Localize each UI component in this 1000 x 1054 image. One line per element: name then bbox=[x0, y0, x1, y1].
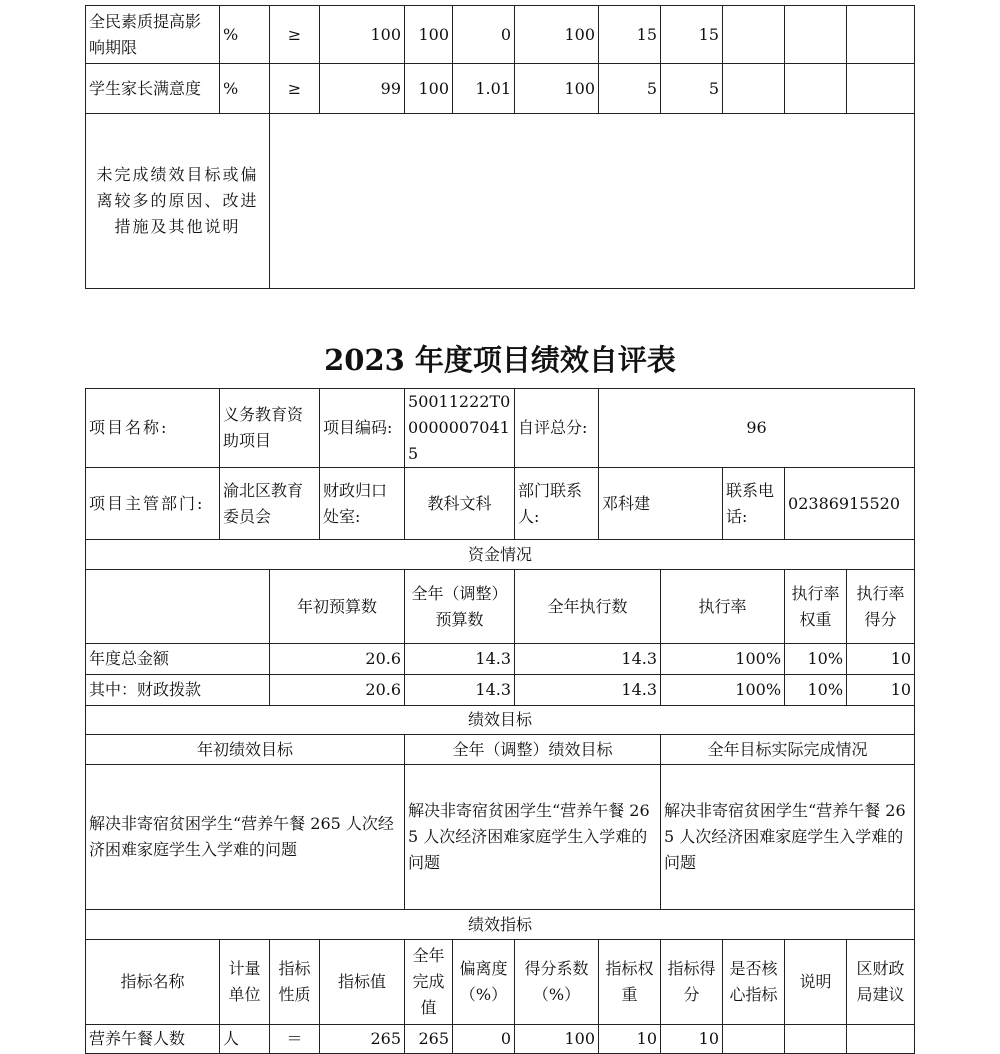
funds-row-label: 其中：财政拨款 bbox=[86, 675, 270, 706]
reason-row bbox=[86, 114, 915, 289]
indicator-advice bbox=[847, 1025, 915, 1054]
indicator-target: 265 bbox=[320, 1025, 405, 1054]
ind-header-name: 指标名称 bbox=[86, 940, 220, 1025]
phone-label: 联系电话: bbox=[723, 468, 785, 540]
funds-executed: 14.3 bbox=[515, 644, 661, 675]
funds-section-title: 资金情况 bbox=[86, 540, 915, 570]
funds-adjusted: 14.3 bbox=[405, 675, 515, 706]
ind-header-weight: 指标权重 bbox=[599, 940, 661, 1025]
section-header bbox=[86, 540, 915, 570]
indicator-unit: 人 bbox=[220, 1025, 270, 1054]
indicator-nature: ≥ bbox=[270, 64, 320, 114]
self-score-value: 96 bbox=[599, 389, 915, 468]
indicator-coef: 100 bbox=[515, 6, 599, 64]
funds-weight: 10% bbox=[785, 644, 847, 675]
indicator-actual: 100 bbox=[405, 6, 453, 64]
info-row bbox=[86, 468, 915, 540]
indicator-deviation: 0 bbox=[453, 6, 515, 64]
self-score-label: 自评总分: bbox=[515, 389, 599, 468]
dept-label: 项目主管部门: bbox=[86, 468, 220, 540]
finance-office-label: 财政归口处室: bbox=[320, 468, 405, 540]
funds-header-executed: 全年执行数 bbox=[515, 570, 661, 644]
table-row bbox=[86, 1025, 915, 1054]
funds-header-budget: 年初预算数 bbox=[270, 570, 405, 644]
goal-initial: 解决非寄宿贫困学生“营养午餐 265 人次经济困难家庭学生入学难的问题 bbox=[86, 765, 405, 910]
funds-budget: 20.6 bbox=[270, 675, 405, 706]
indicator-weight: 15 bbox=[599, 6, 661, 64]
ind-header-score: 指标得分 bbox=[661, 940, 723, 1025]
indicator-target: 99 bbox=[320, 64, 405, 114]
reason-value bbox=[270, 114, 915, 289]
indicator-note bbox=[785, 1025, 847, 1054]
indicator-note bbox=[785, 64, 847, 114]
goals-row bbox=[86, 765, 915, 910]
indicator-nature: ≥ bbox=[270, 6, 320, 64]
top-indicators-table bbox=[85, 5, 915, 289]
funds-header-adjusted: 全年（调整）预算数 bbox=[405, 570, 515, 644]
funds-score: 10 bbox=[847, 675, 915, 706]
table-row bbox=[86, 644, 915, 675]
funds-row-label: 年度总金额 bbox=[86, 644, 270, 675]
ind-header-coef: 得分系数（%） bbox=[515, 940, 599, 1025]
info-row bbox=[86, 389, 915, 468]
finance-office-value: 教科文科 bbox=[405, 468, 515, 540]
funds-budget: 20.6 bbox=[270, 644, 405, 675]
funds-header-weight: 执行率权重 bbox=[785, 570, 847, 644]
funds-header-row bbox=[86, 570, 915, 644]
ind-header-nature: 指标性质 bbox=[270, 940, 320, 1025]
ind-header-deviation: 偏离度（%） bbox=[453, 940, 515, 1025]
indicator-score: 10 bbox=[661, 1025, 723, 1054]
table-row bbox=[86, 6, 915, 64]
indicator-score: 15 bbox=[661, 6, 723, 64]
goals-section-title: 绩效目标 bbox=[86, 706, 915, 735]
goals-header-actual: 全年目标实际完成情况 bbox=[661, 735, 915, 765]
indicator-unit: % bbox=[220, 6, 270, 64]
indicator-weight: 5 bbox=[599, 64, 661, 114]
ind-header-advice: 区财政局建议 bbox=[847, 940, 915, 1025]
funds-header-blank bbox=[86, 570, 270, 644]
indicator-deviation: 1.01 bbox=[453, 64, 515, 114]
indicator-core bbox=[723, 64, 785, 114]
project-name-label: 项目名称: bbox=[86, 389, 220, 468]
funds-rate: 100% bbox=[661, 644, 785, 675]
ind-header-target: 指标值 bbox=[320, 940, 405, 1025]
indicator-core bbox=[723, 1025, 785, 1054]
section-header bbox=[86, 706, 915, 735]
project-name-value: 义务教育资助项目 bbox=[220, 389, 320, 468]
indicator-name: 全民素质提高影响期限 bbox=[86, 6, 220, 64]
indicator-note bbox=[785, 6, 847, 64]
indicator-coef: 100 bbox=[515, 1025, 599, 1054]
dept-value: 渝北区教育委员会 bbox=[220, 468, 320, 540]
funds-executed: 14.3 bbox=[515, 675, 661, 706]
indicator-target: 100 bbox=[320, 6, 405, 64]
ind-header-actual: 全年完成值 bbox=[405, 940, 453, 1025]
funds-header-rate: 执行率 bbox=[661, 570, 785, 644]
indicator-weight: 10 bbox=[599, 1025, 661, 1054]
indicator-deviation: 0 bbox=[453, 1025, 515, 1054]
project-code-label: 项目编码: bbox=[320, 389, 405, 468]
indicator-advice bbox=[847, 64, 915, 114]
reason-label: 未完成绩效目标或偏离较多的原因、改进措施及其他说明 bbox=[86, 114, 270, 289]
goal-adjusted: 解决非寄宿贫困学生“营养午餐 265 人次经济困难家庭学生入学难的问题 bbox=[405, 765, 661, 910]
indicator-name: 营养午餐人数 bbox=[86, 1025, 220, 1054]
funds-adjusted: 14.3 bbox=[405, 644, 515, 675]
indicator-score: 5 bbox=[661, 64, 723, 114]
indicator-advice bbox=[847, 6, 915, 64]
table-row bbox=[86, 675, 915, 706]
indicator-core bbox=[723, 6, 785, 64]
goals-header-row bbox=[86, 735, 915, 765]
funds-rate: 100% bbox=[661, 675, 785, 706]
indicator-unit: % bbox=[220, 64, 270, 114]
ind-header-note: 说明 bbox=[785, 940, 847, 1025]
funds-weight: 10% bbox=[785, 675, 847, 706]
indicator-actual: 100 bbox=[405, 64, 453, 114]
table-row bbox=[86, 64, 915, 114]
funds-score: 10 bbox=[847, 644, 915, 675]
funds-header-score: 执行率得分 bbox=[847, 570, 915, 644]
page-title: 2023 年度项目绩效自评表 bbox=[324, 343, 676, 377]
phone-value: 02386915520 bbox=[785, 468, 915, 540]
evaluation-table bbox=[85, 388, 915, 1054]
indicators-header-row bbox=[86, 940, 915, 1025]
indicator-coef: 100 bbox=[515, 64, 599, 114]
ind-header-core: 是否核心指标 bbox=[723, 940, 785, 1025]
goals-header-initial: 年初绩效目标 bbox=[86, 735, 405, 765]
goal-actual: 解决非寄宿贫困学生“营养午餐 265 人次经济困难家庭学生入学难的问题 bbox=[661, 765, 915, 910]
indicators-section-title: 绩效指标 bbox=[86, 910, 915, 940]
contact-value: 邓科建 bbox=[599, 468, 723, 540]
project-code-value: 50011222T000000070415 bbox=[405, 389, 515, 468]
goals-header-adjusted: 全年（调整）绩效目标 bbox=[405, 735, 661, 765]
contact-label: 部门联系人: bbox=[515, 468, 599, 540]
indicator-nature: ＝ bbox=[270, 1025, 320, 1054]
indicator-name: 学生家长满意度 bbox=[86, 64, 220, 114]
indicator-actual: 265 bbox=[405, 1025, 453, 1054]
section-header bbox=[86, 910, 915, 940]
ind-header-unit: 计量单位 bbox=[220, 940, 270, 1025]
